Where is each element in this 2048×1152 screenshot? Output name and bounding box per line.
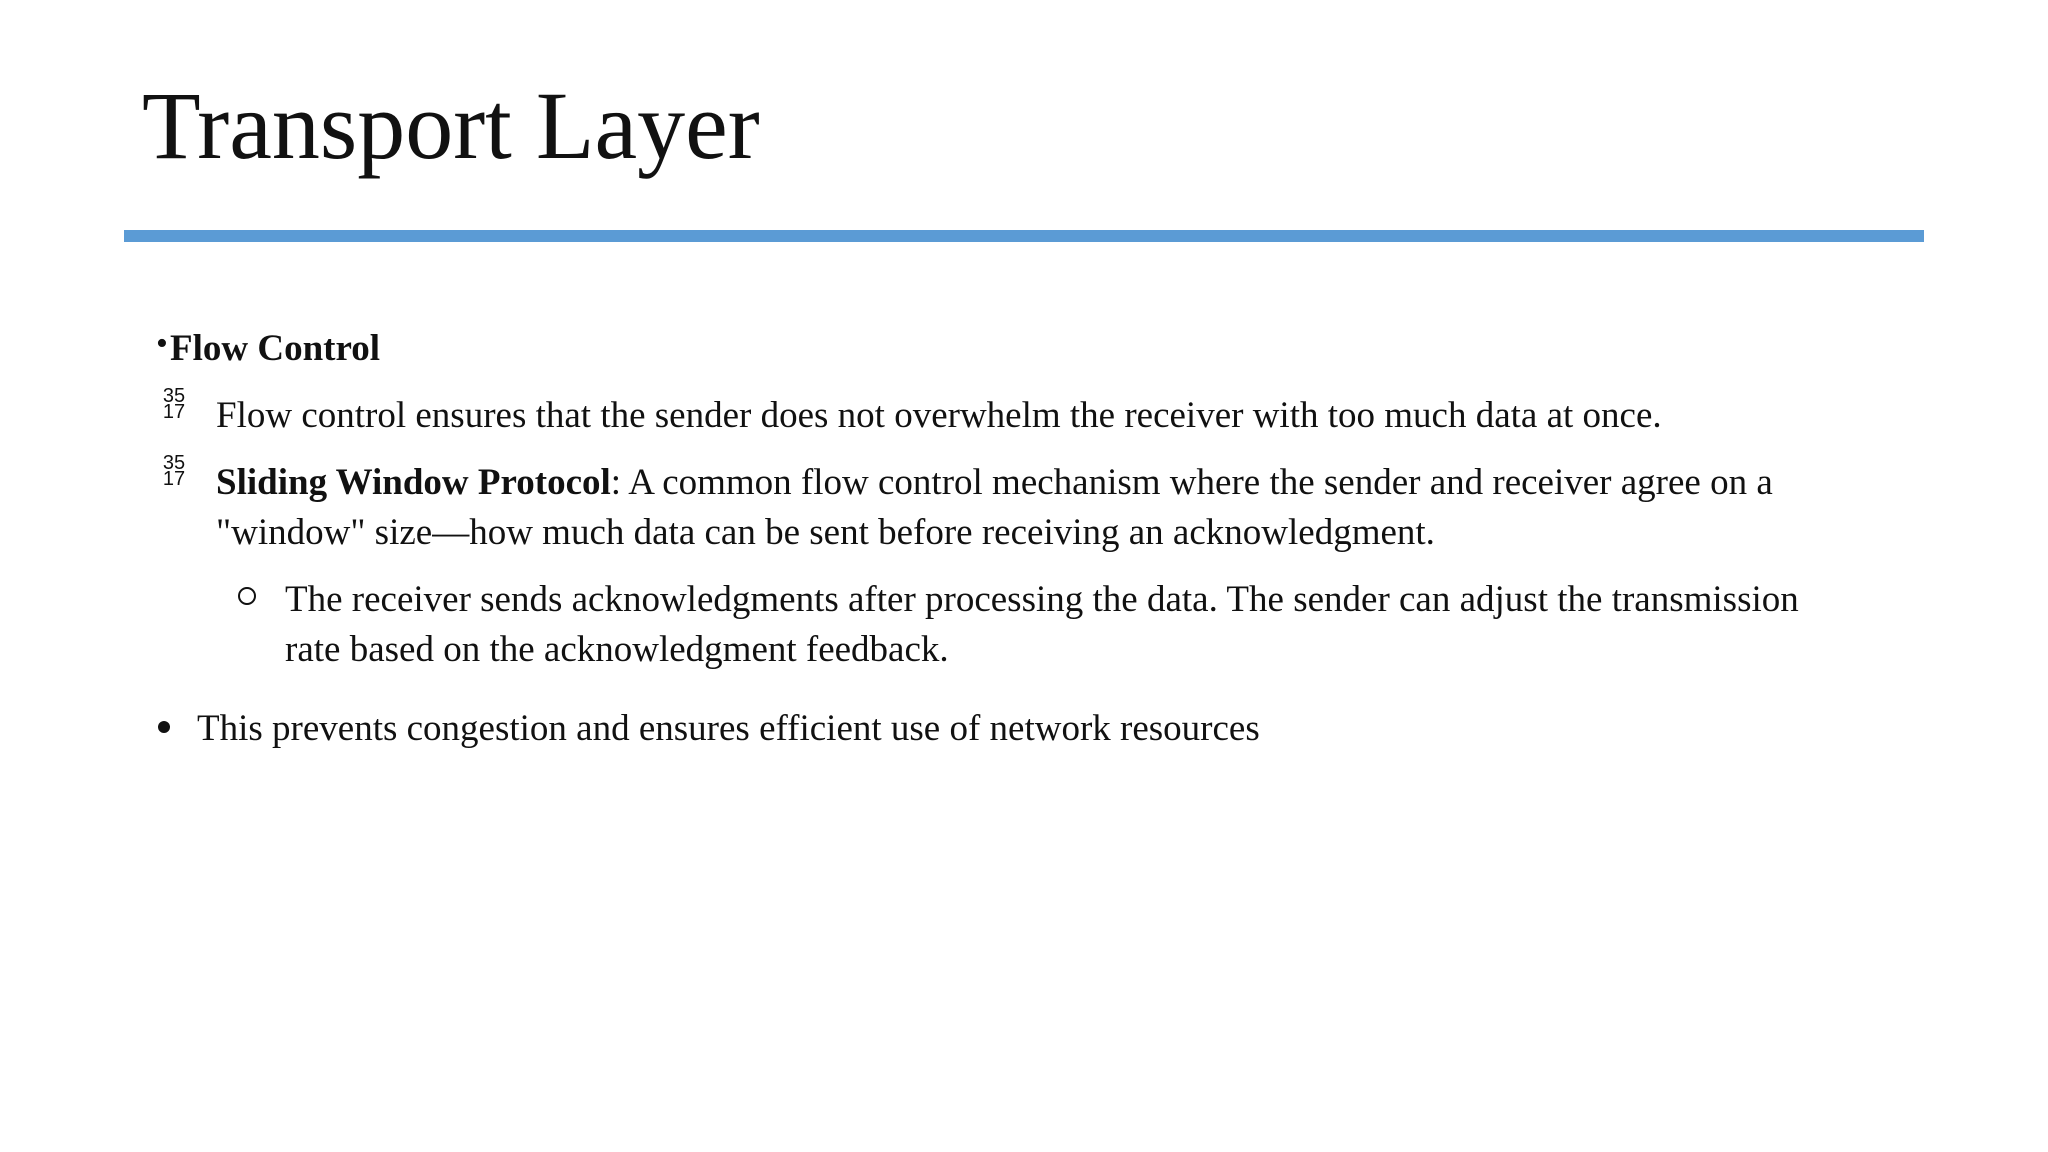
slide-title: Transport Layer	[142, 72, 760, 179]
item-marker-icon: 35 17	[162, 385, 186, 423]
item-bold-term: Sliding Window Protocol	[216, 462, 611, 503]
item-text: Flow control ensures that the sender does not overwhelm the receiver with too much data at once.	[216, 395, 1662, 436]
item-text-line	[216, 458, 1773, 508]
section-heading: Flow Control	[170, 328, 381, 369]
subitem-text-line: rate based on the acknowledgment feedback.	[285, 629, 949, 670]
subitem-text-line: The receiver sends acknowledgments after processing the data. The sender can adjust the transmission	[285, 579, 1799, 620]
heading-bullet: •	[156, 325, 168, 362]
title-divider	[124, 230, 1924, 242]
bullet-dot-icon	[158, 721, 170, 733]
item-text-line: "window" size—how much data can be sent before receiving an acknowledgment.	[216, 512, 1435, 553]
item-text-rest: : A common flow control mechanism where the sender and receiver agree on a	[610, 462, 1773, 503]
bullet-text: This prevents congestion and ensures efficient use of network resources	[197, 708, 1260, 749]
hollow-circle-icon	[238, 587, 256, 605]
item-marker-icon: 35 17	[162, 452, 186, 490]
